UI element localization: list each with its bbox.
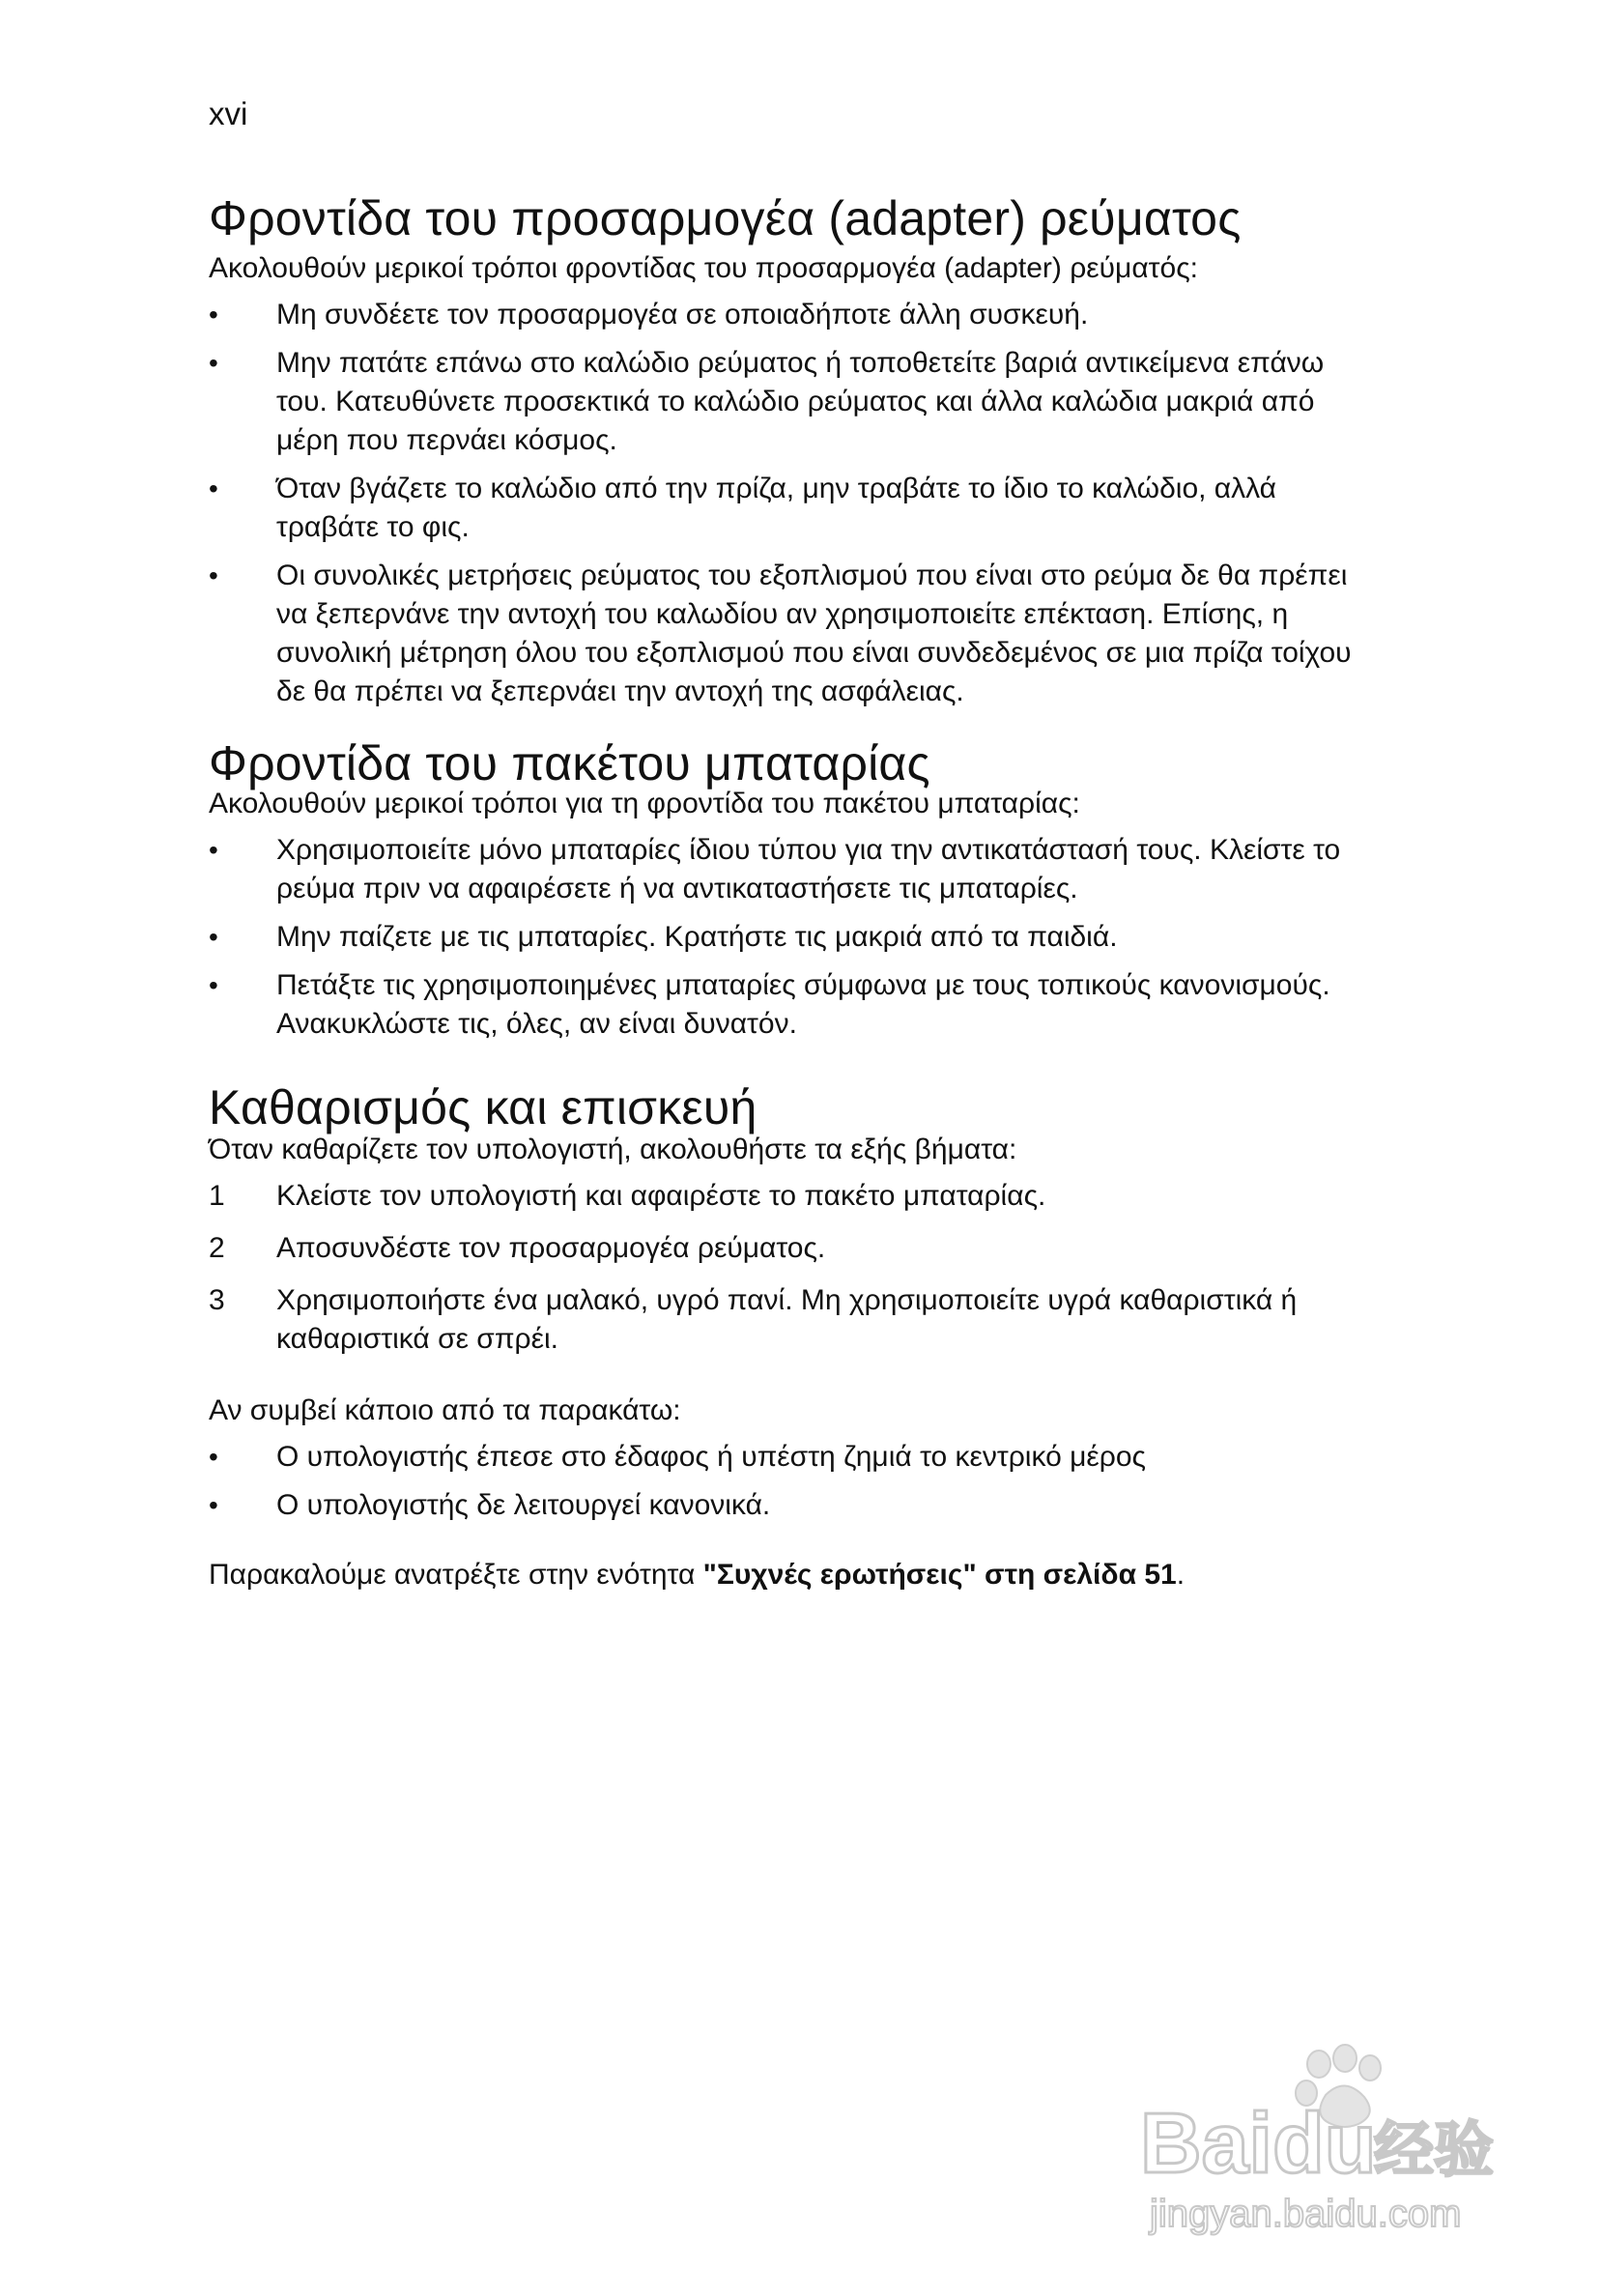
bullet-icon: • [209, 474, 218, 503]
reference-link[interactable]: "Συχνές ερωτήσεις" στη σελίδα 51 [702, 1559, 1177, 1591]
step-item [209, 1281, 1368, 1359]
list-item [209, 831, 1368, 908]
list-item [209, 296, 1368, 334]
list-item [209, 470, 1368, 547]
section-cleaning [209, 1078, 1368, 1594]
section-adapter-care [209, 189, 1368, 711]
bullet-icon: • [209, 835, 218, 865]
list-item-text: Μην παίζετε με τις μπαταρίες. Κρατήστε τις μακριά από τα παιδιά. [276, 921, 1118, 953]
watermark-url: jingyan.baidu.com [1150, 2193, 1462, 2235]
cleaning-title: Καθαρισμός και επισκευή [209, 1080, 757, 1134]
step-item [209, 1177, 1368, 1216]
list-item [209, 918, 1368, 957]
list-item [209, 1486, 1368, 1525]
baidu-watermark [1121, 2037, 1507, 2240]
list-item [209, 966, 1368, 1044]
list-item [209, 344, 1368, 460]
section-battery-care [209, 734, 1368, 1044]
list-item [209, 557, 1368, 711]
watermark-cn: 经验 [1374, 2114, 1495, 2185]
list-item-text: Μη συνδέετε τον προσαρμογέα σε οποιαδήποτε άλλη συσκευή. [276, 299, 1089, 330]
adapter-list [209, 296, 1368, 711]
step-text: Χρησιμοποιήστε ένα μαλακό, υγρό πανί. Μη χρησιμοποιείτε υγρά καθαριστικά ή καθαριστικά σε σπρέι. [276, 1284, 1298, 1355]
bullet-icon: • [209, 560, 218, 590]
step-number: 2 [209, 1232, 225, 1264]
bullet-icon: • [209, 348, 218, 378]
battery-title: Φροντίδα του πακέτου μπαταρίας [209, 736, 930, 790]
bullet-icon: • [209, 970, 218, 1000]
adapter-intro: Ακολουθούν μερικοί τρόποι φροντίδας του προσαρμογέα (adapter) ρεύματός: [209, 252, 1199, 284]
list-item-text: Οι συνολικές μετρήσεις ρεύματος του εξοπλισμού που είναι στο ρεύμα δε θα πρέπει να ξεπερνάνε την αντοχή του καλωδίου αν χρησιμοποιείτε επέκταση. Επίσης, η συνολική μέτρηση όλου του εξοπλισμού που είναι συνδεδεμένος σε μια πρίζα τοίχου δε θα πρέπει να ξεπερνάει την αντοχή της ασφάλειας. [276, 560, 1352, 707]
step-text: Αποσυνδέστε τον προσαρμογέα ρεύματος. [276, 1232, 826, 1264]
battery-list [209, 831, 1368, 1044]
list-item-text: Ο υπολογιστής έπεσε στο έδαφος ή υπέστη ζημιά το κεντρικό μέρος [276, 1441, 1146, 1473]
step-number: 3 [209, 1284, 225, 1316]
watermark-brand: Baidu [1140, 2095, 1377, 2191]
bullet-icon: • [209, 300, 218, 330]
if-intro: Αν συμβεί κάποιο από τα παρακάτω: [209, 1394, 681, 1426]
reference-suffix: . [1176, 1559, 1186, 1591]
page-number: xvi [209, 96, 248, 131]
bullet-icon: • [209, 922, 218, 952]
list-item-text: Μην πατάτε επάνω στο καλώδιο ρεύματος ή τοποθετείτε βαριά αντικείμενα επάνω του. Κατευθύνετε προσεκτικά το καλώδιο ρεύματος και άλλα καλώδια μακριά από μέρη που περνάει κόσμος. [276, 347, 1325, 456]
if-list [209, 1438, 1368, 1525]
list-item-text: Ο υπολογιστής δε λειτουργεί κανονικά. [276, 1489, 771, 1521]
list-item-text: Χρησιμοποιείτε μόνο μπαταρίες ίδιου τύπου για την αντικατάστασή τους. Κλείστε το ρεύμα πριν να αφαιρέσετε ή να αντικαταστήσετε τις μπαταρίες. [276, 834, 1341, 904]
list-item-text: Όταν βγάζετε το καλώδιο από την πρίζα, μην τραβάτε το ίδιο το καλώδιο, αλλά τραβάτε το φις. [276, 473, 1277, 543]
step-number: 1 [209, 1180, 225, 1212]
adapter-title: Φροντίδα του προσαρμογέα (adapter) ρεύματος [209, 191, 1242, 245]
cleaning-intro: Όταν καθαρίζετε τον υπολογιστή, ακολουθήστε τα εξής βήματα: [209, 1134, 1017, 1165]
baidu-paw-icon [1121, 2037, 1507, 2240]
reference-line [209, 1556, 1368, 1594]
list-item-text: Πετάξτε τις χρησιμοποιημένες μπαταρίες σύμφωνα με τους τοπικούς κανονισμούς. Ανακυκλώστε τις, όλες, αν είναι δυνατόν. [276, 969, 1330, 1040]
list-item [209, 1438, 1368, 1477]
bullet-icon: • [209, 1442, 218, 1472]
step-text: Κλείστε τον υπολογιστή και αφαιρέστε το πακέτο μπαταρίας. [276, 1180, 1046, 1212]
cleaning-steps [209, 1177, 1368, 1359]
step-item [209, 1229, 1368, 1268]
reference-prefix: Παρακαλούμε ανατρέξτε στην ενότητα [209, 1559, 703, 1591]
battery-intro: Ακολουθούν μερικοί τρόποι για τη φροντίδα του πακέτου μπαταρίας: [209, 788, 1080, 819]
bullet-icon: • [209, 1490, 218, 1520]
